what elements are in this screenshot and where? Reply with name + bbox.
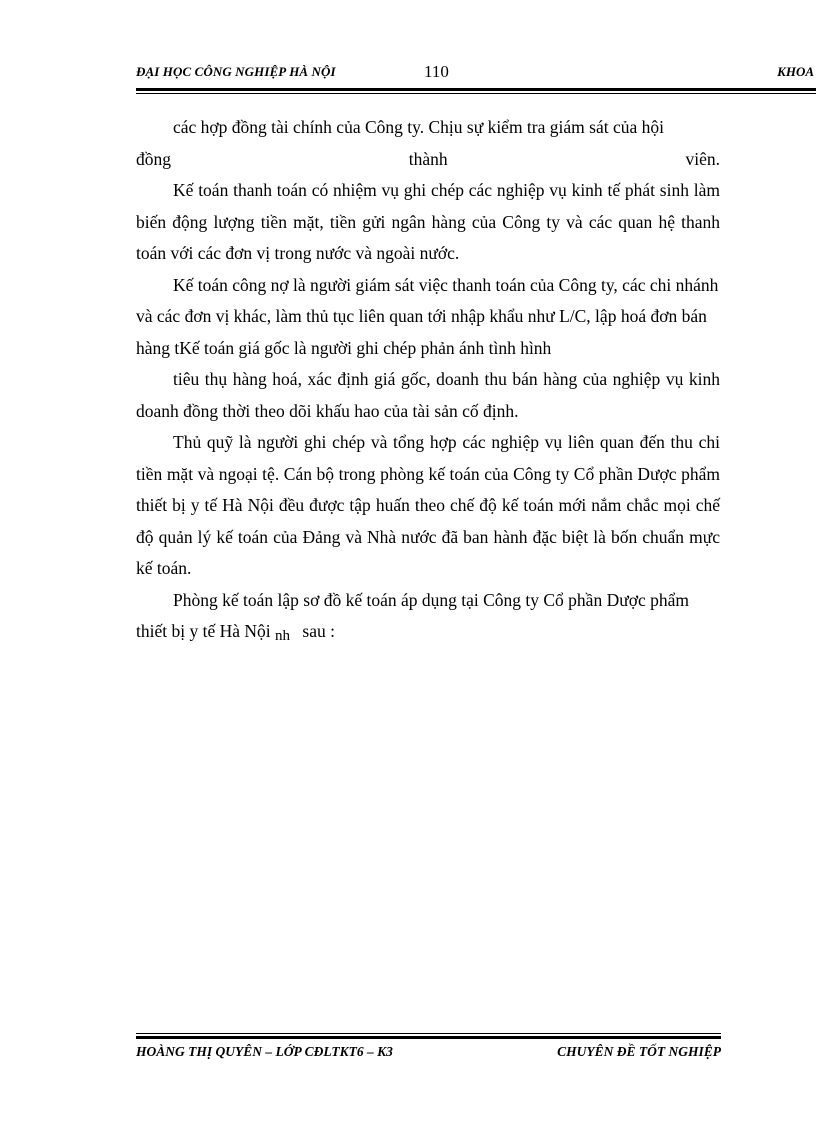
paragraph-1-line-1: các hợp đồng tài chính của Công ty. Chịu sự kiểm tra giám sát của hội <box>173 117 664 137</box>
page-number: 110 <box>424 62 449 81</box>
word-thanh: thành <box>408 148 448 169</box>
paragraph-4: tiêu thụ hàng hoá, xác định giá gốc, doanh thu bán hàng của nghiệp vụ kinh doanh đồng thời theo dõi khấu hao của tài sản cố định. <box>136 369 720 421</box>
paragraph-6 <box>136 585 720 650</box>
paragraph-1-line-2 <box>136 144 720 176</box>
paragraph-5: Thủ quỹ là người ghi chép và tổng hợp các nghiệp vụ liên quan đến thu chi tiền mặt và ngoại tệ. Cán bộ trong phòng kế toán của Công ty Cổ phần Dược phẩm thiết bị y tế Hà Nội đều được tập huấn theo chế độ kế toán mới nắm chắc mọi chế độ quản lý kế toán của Đảng và Nhà nước đã ban hành đặc biệt là bốn chuẩn mực kế toán. <box>136 432 720 578</box>
page-header <box>136 62 816 86</box>
footer-divider <box>136 1033 721 1039</box>
word-dong: đồng <box>136 148 171 169</box>
footer-title: CHUYÊN ĐỀ TỐT NGHIỆP <box>557 1044 721 1059</box>
paragraph-6-fragment: nh <box>275 628 291 644</box>
paragraph-2: Kế toán thanh toán có nhiệm vụ ghi chép các nghiệp vụ kinh tế phát sinh làm biến động lượng tiền mặt, tiền gửi ngân hàng của Công ty và các quan hệ thanh toán với các đơn vị trong nước và ngoài nước. <box>136 180 720 263</box>
paragraph-1 <box>136 112 720 144</box>
header-divider <box>136 88 816 94</box>
paragraph-3: Kế toán công nợ là người giám sát việc thanh toán của Công ty, các chi nhánh và các đơn vị khác, làm thủ tục liên quan tới nhập khẩu như L/C, lập hoá đơn bán hàng tKế toán giá gốc là người ghi chép phản ánh tình hình <box>136 274 719 358</box>
paragraph-6-main: Phòng kế toán lập sơ đồ kế toán áp dụng tại Công ty Cổ phần Dược phẩm thiết bị y tế Hà Nội <box>136 589 689 641</box>
header-faculty: KHOA <box>777 64 814 79</box>
word-vien: viên. <box>685 148 720 169</box>
document-body <box>136 112 720 650</box>
paragraph-6-end: sau : <box>302 621 335 641</box>
footer-author: HOÀNG THỊ QUYÊN – LỚP CĐLTKT6 – K3 <box>136 1044 393 1059</box>
header-university: ĐẠI HỌC CÔNG NGHIỆP HÀ NỘI <box>136 64 336 79</box>
page-footer <box>136 1044 721 1064</box>
